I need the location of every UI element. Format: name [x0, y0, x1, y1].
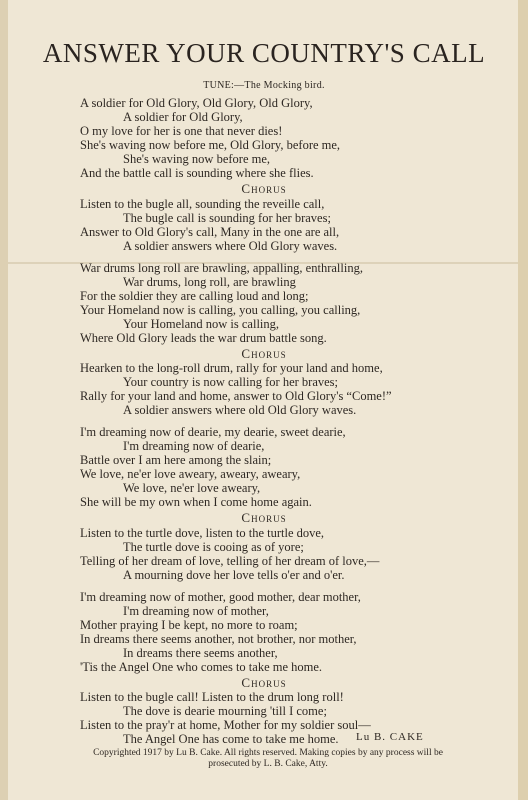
verse-line: 'Tis the Angel One who comes to take me home.	[80, 660, 323, 674]
chorus-line: A mourning dove her love tells o'er and o'er.	[123, 568, 345, 582]
verse-line: We love, ne'er love aweary, aweary, aweary,	[80, 467, 301, 481]
chorus-heading: Chorus	[241, 181, 287, 196]
verse-line: She's waving now before me, Old Glory, before me,	[80, 138, 341, 152]
tune-note: TUNE:—The Mocking bird.	[203, 80, 325, 91]
verse-line: She's waving now before me,	[123, 152, 271, 166]
verse-line: Battle over I am here among the slain;	[80, 453, 272, 467]
chorus-line: The bugle call is sounding for her braves;	[123, 211, 331, 225]
author-signature: Lu B. CAKE	[356, 731, 424, 743]
verse-line: A soldier for Old Glory, Old Glory, Old Glory,	[80, 96, 313, 110]
song-title: ANSWER YOUR COUNTRY'S CALL	[42, 38, 486, 68]
verse-line: And the battle call is sounding where she flies.	[80, 166, 314, 180]
verse-line: I'm dreaming now of mother,	[123, 604, 269, 618]
verse-line: I'm dreaming now of dearie,	[123, 439, 265, 453]
verse-line: I'm dreaming now of dearie, my dearie, sweet dearie,	[80, 425, 346, 439]
verse-line: In dreams there seems another,	[123, 646, 278, 660]
verse-line: She will be my own when I come home again.	[80, 495, 312, 509]
chorus-line: The Angel One has come to take me home.	[123, 732, 339, 746]
verse-line: War drums, long roll, are brawling	[123, 275, 296, 289]
chorus-line: A soldier answers where old Old Glory waves.	[123, 403, 357, 417]
verse-line: O my love for her is one that never dies!	[80, 124, 283, 138]
verse-line: Where Old Glory leads the war drum battle song.	[80, 331, 327, 345]
chorus-heading: Chorus	[241, 346, 287, 361]
verse-line: For the soldier they are calling loud and long;	[80, 289, 309, 303]
chorus-line: Your country is now calling for her braves;	[123, 375, 339, 389]
verse-line: I'm dreaming now of mother, good mother, dear mother,	[80, 590, 361, 604]
chorus-line: Listen to the turtle dove, listen to the turtle dove,	[80, 526, 325, 540]
chorus-heading: Chorus	[241, 510, 287, 525]
chorus-line: Answer to Old Glory's call, Many in the one are all,	[80, 225, 340, 239]
verse-line: Mother praying I be kept, no more to roam;	[80, 618, 298, 632]
verse-line: War drums long roll are brawling, appalling, enthralling,	[80, 261, 363, 275]
chorus-line: Hearken to the long-roll drum, rally for your land and home,	[80, 361, 383, 375]
verse-line: In dreams there seems another, not brother, nor mother,	[80, 632, 357, 646]
verse-line: A soldier for Old Glory,	[123, 110, 243, 124]
chorus-line: Rally for your land and home, answer to Old Glory's “Come!”	[80, 389, 392, 403]
chorus-line: The dove is dearie mourning 'till I come;	[123, 704, 327, 718]
verse-line: Your Homeland now is calling,	[123, 317, 280, 331]
chorus-line: Listen to the bugle call! Listen to the drum long roll!	[80, 690, 344, 704]
chorus-line: A soldier answers where Old Glory waves.	[123, 239, 338, 253]
copyright-notice: Copyrighted 1917 by Lu B. Cake. All rights reserved. Making copies by any process will be prosecuted by L. B. Cake, Atty.	[93, 748, 443, 769]
chorus-heading: Chorus	[241, 675, 287, 690]
chorus-line: Telling of her dream of love, telling of her dream of love,—	[80, 554, 380, 568]
verse-line: Your Homeland now is calling, you calling, you calling,	[80, 303, 361, 317]
verse-line: We love, ne'er love aweary,	[123, 481, 261, 495]
chorus-line: The turtle dove is cooing as of yore;	[123, 540, 304, 554]
chorus-line: Listen to the bugle all, sounding the reveille call,	[80, 197, 325, 211]
chorus-line: Listen to the pray'r at home, Mother for my soldier soul—	[80, 718, 371, 732]
